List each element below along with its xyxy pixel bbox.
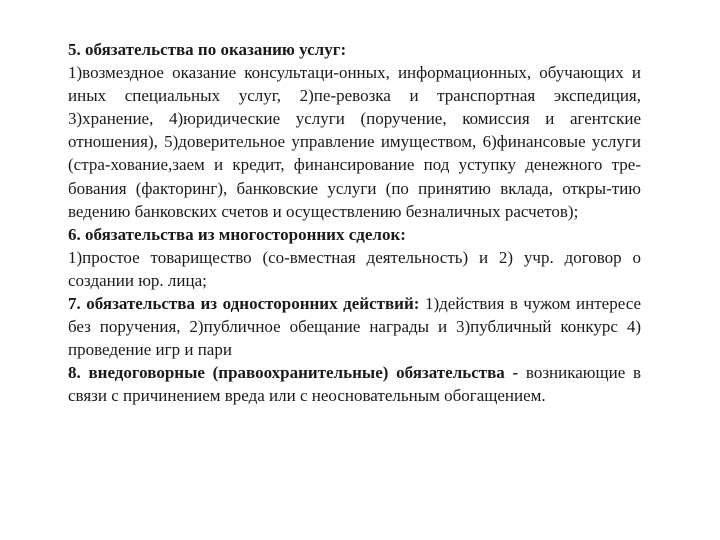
heading-item-8: 8. внедоговорные (правоохранительные) обязательства - <box>68 363 519 383</box>
paragraph-item-8 <box>68 361 641 407</box>
heading-item-6: 6. обязательства из многосторонних сделок: <box>68 224 406 244</box>
body-item-6: 1)простое товарищество (со-вместная деятельность) и 2) учр. договор о создании юр. лица; <box>68 247 641 290</box>
paragraph-item-6 <box>68 223 641 292</box>
body-item-7: 1)действия в чужом интересе без поручения, 2)публичное обещание награды и 3)публичный конкурс 4) проведение игр и пари <box>68 294 641 360</box>
text-block <box>68 38 641 408</box>
paragraph-item-7 <box>68 292 641 361</box>
heading-item-5: 5. обязательства по оказанию услуг: <box>68 40 347 59</box>
heading-item-7: 7. обязательства из односторонних действий: <box>68 294 420 314</box>
body-item-8: возникающие в связи с причинением вреда или с неосновательным обогащением. <box>68 363 641 406</box>
paragraph-item-5 <box>68 38 641 223</box>
body-item-5: 1)возмездное оказание консультаци-онных, информационных, обучающих и иных специальных услуг, 2)пе-ревозка и транспортная экспедиция, 3)хранение, 4)юридические услуги (поручение, комиссия и агентские отношения), 5)доверительное управление имуществом, 6)финансовые услуги (стра-хование,заем и кредит, финансирование под уступку денежного тре-бования (факторинг), банковские услуги (по принятию вклада, откры-тию ведению банковских счетов и осуществлению безналичных расчетов); <box>68 63 641 221</box>
